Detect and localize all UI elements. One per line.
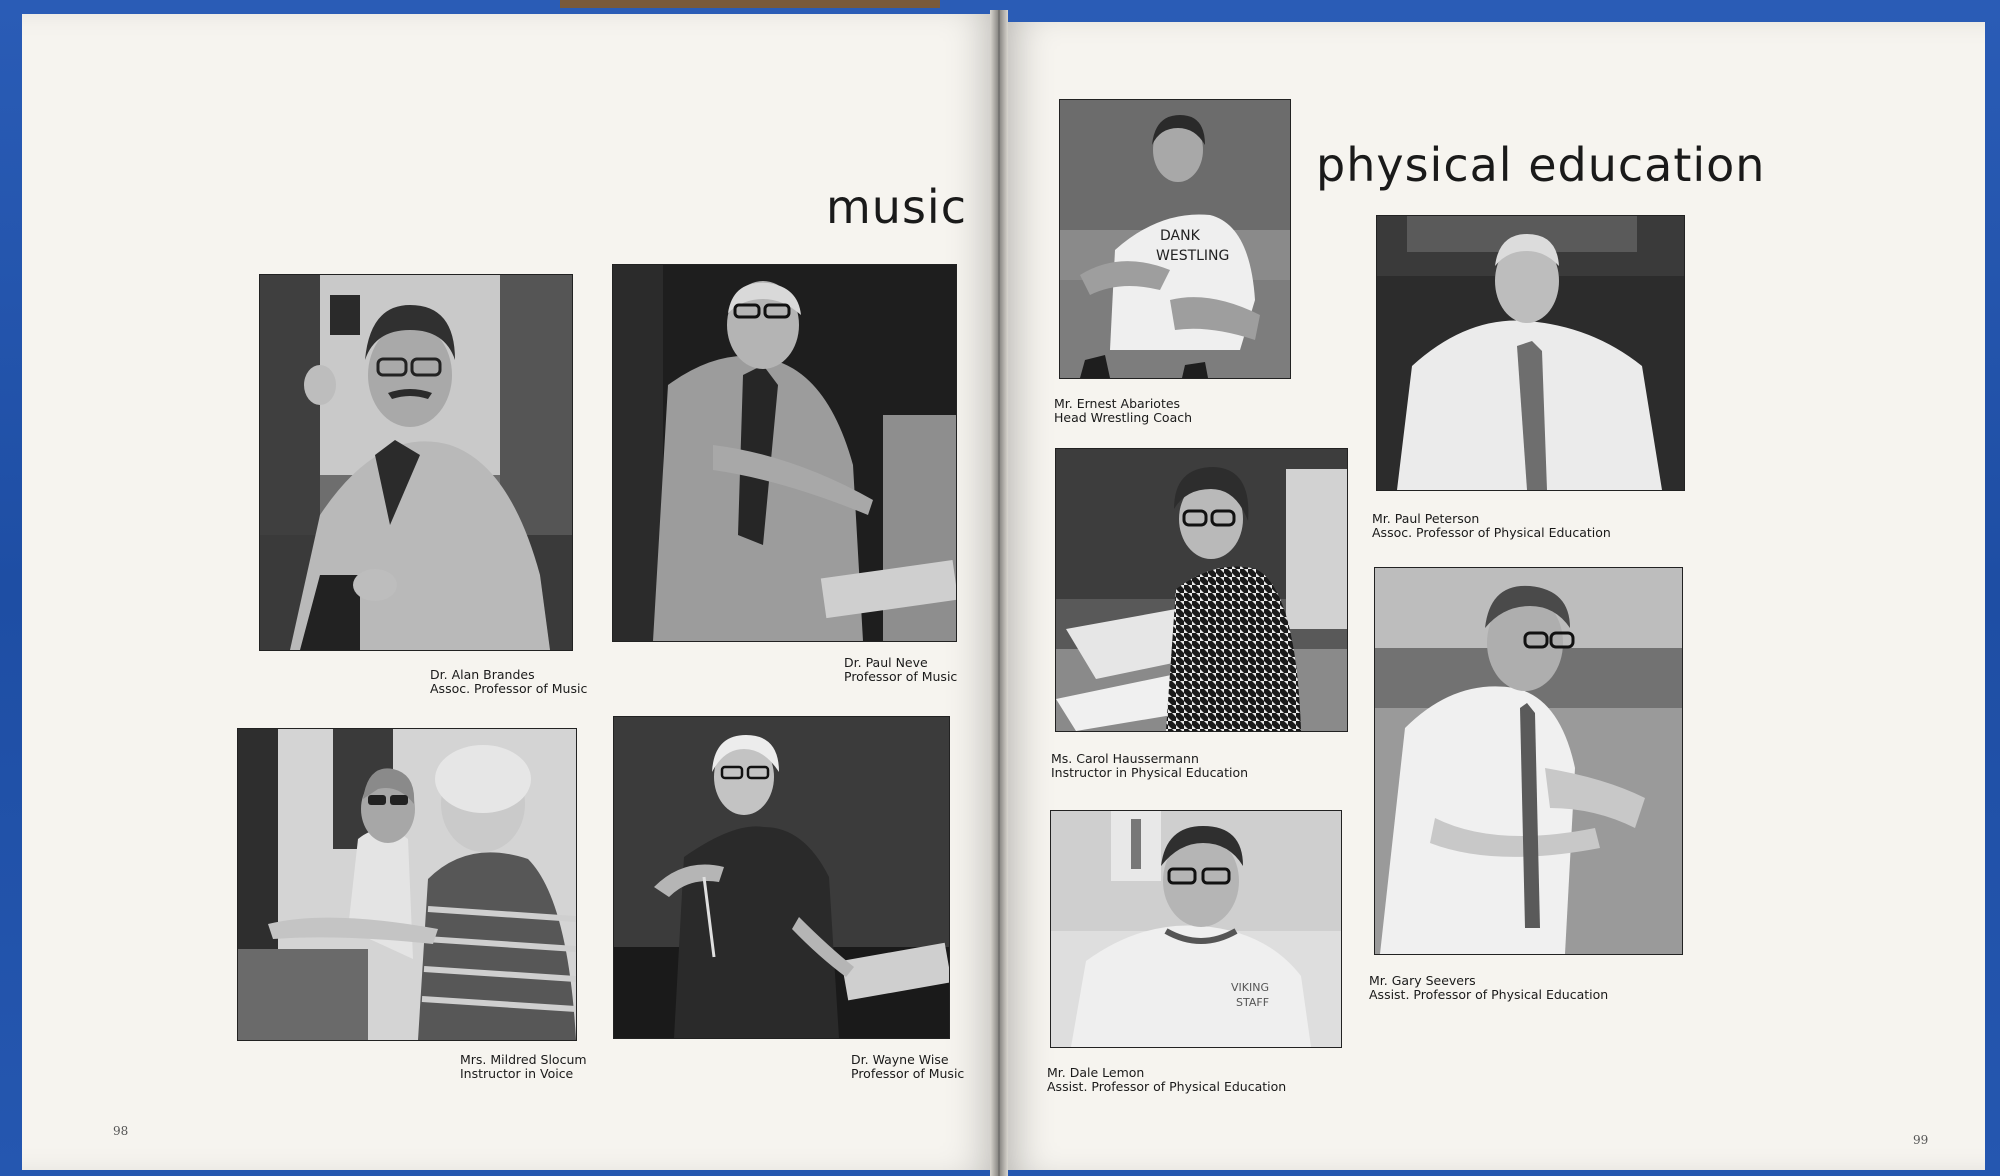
photo-wayne-wise <box>613 716 950 1039</box>
section-title-physical-education: physical education <box>1316 138 1766 192</box>
caption-name: Mrs. Mildred Slocum <box>460 1052 587 1067</box>
caption-title: Assoc. Professor of Physical Education <box>1372 525 1611 540</box>
book-spine-edge <box>560 0 940 8</box>
caption-title: Assoc. Professor of Music <box>430 681 588 696</box>
photo-ernest-abariotes <box>1059 99 1291 379</box>
caption-title: Instructor in Voice <box>460 1066 574 1081</box>
caption-wayne-wise <box>851 1053 964 1081</box>
caption-paul-neve <box>844 656 957 684</box>
photo-mildred-slocum <box>237 728 577 1041</box>
caption-title: Professor of Music <box>844 669 958 684</box>
caption-mildred-slocum <box>460 1053 587 1081</box>
caption-title: Assist. Professor of Physical Education <box>1369 987 1609 1002</box>
svg-text:STAFF: STAFF <box>1236 996 1270 1009</box>
caption-title: Head Wrestling Coach <box>1054 410 1193 425</box>
caption-name: Dr. Paul Neve <box>844 655 928 670</box>
caption-title: Assist. Professor of Physical Education <box>1047 1079 1287 1094</box>
photo-dale-lemon <box>1050 810 1342 1048</box>
caption-name: Dr. Alan Brandes <box>430 667 535 682</box>
caption-name: Mr. Gary Seevers <box>1369 973 1476 988</box>
svg-text:DANK: DANK <box>1160 228 1200 244</box>
caption-carol-haussermann <box>1051 752 1248 780</box>
section-title-music: music <box>826 180 968 234</box>
caption-name: Dr. Wayne Wise <box>851 1052 949 1067</box>
caption-title: Professor of Music <box>851 1066 965 1081</box>
caption-name: Mr. Ernest Abariotes <box>1054 396 1181 411</box>
caption-name: Mr. Paul Peterson <box>1372 511 1480 526</box>
caption-title: Instructor in Physical Education <box>1051 765 1249 780</box>
caption-name: Mr. Dale Lemon <box>1047 1065 1145 1080</box>
book-gutter <box>990 10 1008 1176</box>
photo-gary-seevers <box>1374 567 1683 955</box>
caption-name: Ms. Carol Haussermann <box>1051 751 1199 766</box>
photo-alan-brandes <box>259 274 573 651</box>
photo-paul-neve <box>612 264 957 642</box>
page-number-right: 99 <box>1913 1133 1929 1147</box>
photo-carol-haussermann <box>1055 448 1348 732</box>
page-number-left: 98 <box>113 1124 129 1138</box>
svg-text:WESTLING: WESTLING <box>1156 248 1230 264</box>
caption-gary-seevers <box>1369 974 1608 1002</box>
caption-paul-peterson <box>1372 512 1611 540</box>
svg-text:VIKING: VIKING <box>1231 981 1269 994</box>
photo-paul-peterson <box>1376 215 1685 491</box>
caption-ernest-abariotes <box>1054 397 1192 425</box>
caption-alan-brandes <box>430 668 587 696</box>
caption-dale-lemon <box>1047 1066 1286 1094</box>
